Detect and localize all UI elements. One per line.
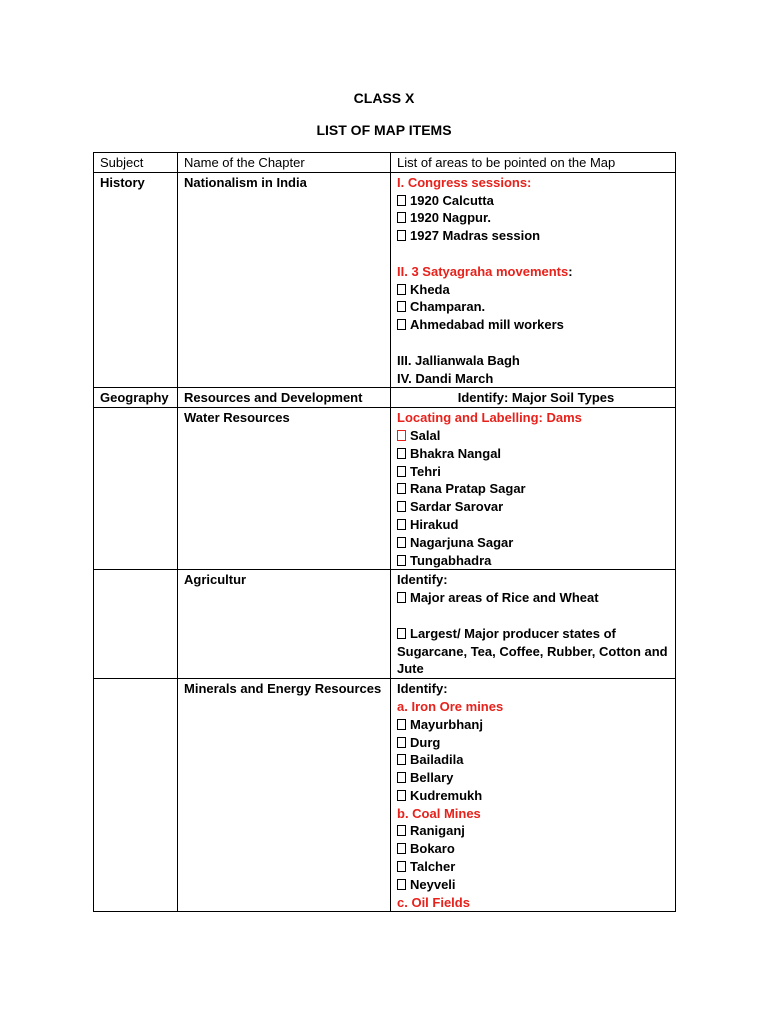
list-item: Raniganj (397, 822, 675, 840)
list-item: Hirakud (397, 516, 675, 534)
list-item: Kudremukh (397, 787, 675, 805)
table-row-resources (94, 388, 676, 408)
chapter-nationalism: Nationalism in India (178, 172, 391, 388)
dandi-item: IV. Dandi March (397, 370, 494, 386)
jallianwala-item: III. Jallianwala Bagh (397, 352, 520, 368)
list-item: Rana Pratap Sagar (397, 480, 675, 498)
list-item: Bellary (397, 769, 675, 787)
identify-label: Identify: (397, 572, 448, 588)
header-subject: Subject (94, 153, 178, 173)
header-chapter: Name of the Chapter (178, 153, 391, 173)
list-item: Bhakra Nangal (397, 445, 675, 463)
bullet-box-icon (397, 719, 406, 730)
chapter-resources: Resources and Development (178, 388, 391, 408)
chapter-water: Water Resources (178, 408, 391, 570)
chapter-agriculture: Agricultur (178, 570, 391, 679)
list-item: Tungabhadra (397, 552, 675, 570)
list-item: Durg (397, 734, 675, 752)
table-row-water (94, 408, 676, 570)
subject-empty (94, 408, 178, 570)
list-item: Sardar Sarovar (397, 498, 675, 516)
subject-geography: Geography (94, 388, 178, 408)
bullet-box-icon (397, 301, 406, 312)
bullet-box-icon (397, 754, 406, 765)
chapter-minerals: Minerals and Energy Resources (178, 679, 391, 912)
bullet-box-icon (397, 195, 406, 206)
page-title: CLASS X (353, 90, 415, 106)
list-item: 1927 Madras session (397, 227, 675, 245)
list-item: Mayurbhanj (397, 716, 675, 734)
list-item: Champaran. (397, 298, 675, 316)
list-item: Bailadila (397, 751, 675, 769)
bullet-box-icon (397, 737, 406, 748)
areas-history (391, 172, 676, 388)
bullet-box-icon (397, 592, 406, 603)
map-items-table (93, 152, 676, 912)
list-item: Salal (397, 427, 675, 445)
list-item: Ahmedabad mill workers (397, 316, 675, 334)
list-item: Nagarjuna Sagar (397, 534, 675, 552)
oil-heading: c. Oil Fields (397, 894, 470, 910)
bullet-box-icon (397, 628, 406, 639)
table-header-row (94, 153, 676, 173)
bullet-box-icon (397, 501, 406, 512)
bullet-box-icon (397, 319, 406, 330)
list-item: Neyveli (397, 876, 675, 894)
page-subtitle: LIST OF MAP ITEMS (316, 122, 452, 138)
subject-history: History (94, 172, 178, 388)
bullet-box-icon (397, 555, 406, 566)
bullet-box-icon (397, 448, 406, 459)
list-item: Bokaro (397, 840, 675, 858)
iron-heading: a. Iron Ore mines (397, 698, 504, 714)
bullet-box-icon (397, 843, 406, 854)
areas-dams (391, 408, 676, 570)
header-areas: List of areas to be pointed on the Map (391, 153, 676, 173)
subject-empty (94, 679, 178, 912)
list-item: Talcher (397, 858, 675, 876)
dams-heading: Locating and Labelling: Dams (397, 410, 582, 426)
table-row-history (94, 172, 676, 388)
list-item: Kheda (397, 281, 675, 299)
bullet-box-icon (397, 861, 406, 872)
bullet-box-icon (397, 466, 406, 477)
bullet-box-icon (397, 483, 406, 494)
areas-minerals (391, 679, 676, 912)
list-item: Largest/ Major producer states of Sugarcane, Tea, Coffee, Rubber, Cotton and Jute (397, 625, 668, 677)
bullet-box-icon (397, 212, 406, 223)
bullet-box-icon (397, 519, 406, 530)
bullet-box-icon (397, 772, 406, 783)
bullet-box-icon (397, 790, 406, 801)
list-item: Major areas of Rice and Wheat (397, 589, 675, 607)
bullet-box-icon (397, 879, 406, 890)
identify-label: Identify: (397, 681, 448, 697)
table-row-minerals (94, 679, 676, 912)
bullet-box-icon (397, 430, 406, 441)
areas-soil: Identify: Major Soil Types (391, 388, 676, 408)
bullet-box-icon (397, 230, 406, 241)
areas-agriculture (391, 570, 676, 679)
subject-empty (94, 570, 178, 679)
bullet-box-icon (397, 284, 406, 295)
table-row-agriculture (94, 570, 676, 679)
coal-heading: b. Coal Mines (397, 805, 481, 821)
list-item: Tehri (397, 463, 675, 481)
bullet-box-icon (397, 537, 406, 548)
bullet-box-icon (397, 825, 406, 836)
list-item: 1920 Calcutta (397, 192, 675, 210)
list-item: 1920 Nagpur. (397, 209, 675, 227)
satyagraha-heading: II. 3 Satyagraha movements: (397, 263, 573, 279)
congress-heading: I. Congress sessions: (397, 174, 532, 190)
